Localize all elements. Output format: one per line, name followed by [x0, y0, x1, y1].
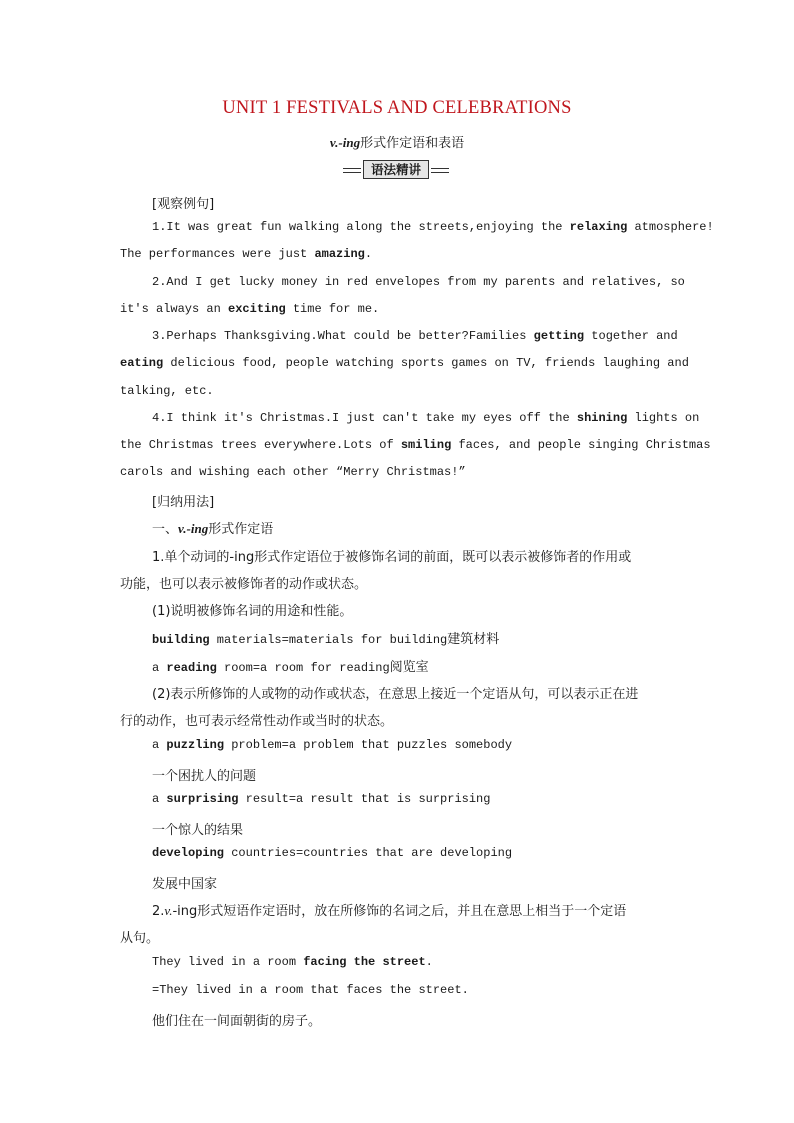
text-span: countries=countries that are developing — [224, 846, 513, 860]
ving-term: v.-ing — [178, 521, 209, 536]
example-reading — [152, 656, 674, 675]
ving-term: v. — [164, 903, 173, 918]
example-4-line-2 — [120, 438, 711, 452]
example-developing — [152, 846, 674, 860]
example-1-line-2 — [120, 247, 674, 261]
text-span: delicious food, people watching sports games on TV, friends laughing and — [163, 356, 689, 370]
text-span: together and — [584, 329, 678, 343]
text-span: 3.Perhaps Thanksgiving.What could be better?Families — [152, 329, 534, 343]
section-banner — [343, 160, 449, 178]
keyword-relaxing: relaxing — [569, 220, 628, 234]
text-span: . — [364, 247, 373, 261]
text-span: . — [425, 955, 433, 969]
translation-faces: 他们住在一间面朝街的房子。 — [152, 1014, 322, 1029]
example-3-line-3: talking, etc. — [120, 384, 214, 398]
translation-text: 阅览室 — [389, 660, 429, 675]
example-building — [152, 628, 674, 647]
keyword-exciting: exciting — [228, 302, 286, 316]
text-span: -ing形式短语作定语时，放在所修饰的名词之后，并且在意思上相当于一个定语 — [172, 904, 627, 919]
text-span: 2. — [152, 904, 165, 919]
keyword-reading: reading — [166, 661, 217, 675]
rule-1-line-1: 1.单个动词的-ing形式作定语位于被修饰名词的前面，既可以表示被修饰者的作用或 — [152, 550, 632, 565]
example-surprising — [152, 792, 674, 806]
translation-developing: 发展中国家 — [152, 877, 218, 892]
banner-line-left — [343, 168, 361, 173]
sub-rule-2-line-1: (2)表示所修饰的人或物的动作或状态，在意思上接近一个定语从句，可以表示正在进 — [152, 687, 639, 702]
text-span: lights on — [627, 411, 700, 425]
translation-puzzling: 一个困扰人的问题 — [152, 769, 257, 784]
example-faces: =They lived in a room that faces the street. — [152, 983, 469, 997]
example-3-line-2 — [120, 356, 689, 370]
summary-heading: [归纳用法] — [152, 495, 215, 510]
text-span: the Christmas trees everywhere.Lots of — [120, 438, 401, 452]
text-span: it's always an — [120, 302, 229, 316]
keyword-building: building — [152, 633, 210, 647]
example-puzzling — [152, 738, 674, 752]
text-span: 一、 — [152, 522, 179, 537]
text-span: 1.It was great fun walking along the streets,enjoying the — [152, 220, 570, 234]
part-1-heading — [152, 518, 706, 537]
unit-title: UNIT 1 FESTIVALS AND CELEBRATIONS — [222, 98, 572, 118]
rule-2-line-1 — [152, 900, 674, 919]
text-span: 4.I think it's Christmas.I just can't take my eyes off the — [152, 411, 577, 425]
grammar-subtitle — [0, 132, 794, 151]
text-span: a — [152, 738, 167, 752]
text-span: faces, and people singing Christmas — [451, 438, 711, 452]
banner-line-right — [431, 168, 449, 173]
keyword-developing: developing — [152, 846, 225, 860]
translation-surprising: 一个惊人的结果 — [152, 823, 244, 838]
example-facing — [152, 955, 674, 969]
text-span: materials=materials for building — [209, 633, 448, 647]
text-span: They lived in a room — [152, 955, 304, 969]
sub-rule-1: (1)说明被修饰名词的用途和性能。 — [152, 604, 353, 619]
sub-rule-2-line-2: 行的动作，也可表示经常性动作或当时的状态。 — [120, 714, 394, 729]
keyword-shining: shining — [576, 411, 628, 425]
example-4-line-1 — [152, 411, 700, 425]
text-span: The performances were just — [120, 247, 315, 261]
keyword-surprising: surprising — [166, 792, 239, 806]
text-span: problem=a problem that puzzles somebody — [224, 738, 513, 752]
section-label: 语法精讲 — [363, 160, 429, 179]
keyword-amazing: amazing — [314, 247, 365, 261]
text-span: room=a room for reading — [216, 661, 390, 675]
example-4-line-3: carols and wishing each other “Merry Christmas!” — [120, 465, 466, 479]
example-2-line-2 — [120, 302, 674, 316]
keyword-smiling: smiling — [400, 438, 452, 452]
text-span: a — [152, 792, 167, 806]
observe-heading: [观察例句] — [152, 197, 215, 212]
example-3-line-1 — [152, 329, 678, 343]
rule-1-line-2: 功能，也可以表示被修饰者的动作或状态。 — [120, 577, 368, 592]
keyword-facing: facing the street — [303, 955, 426, 969]
example-1-line-1 — [152, 220, 714, 234]
subtitle-text: 形式作定语和表语 — [360, 136, 465, 151]
keyword-eating: eating — [120, 356, 164, 370]
text-span: time for me. — [285, 302, 380, 316]
rule-2-line-2: 从句。 — [120, 931, 160, 946]
keyword-getting: getting — [533, 329, 585, 343]
ving-term: v.-ing — [329, 135, 361, 150]
example-2-line-1: 2.And I get lucky money in red envelopes from my parents and relatives, so — [152, 275, 685, 289]
text-span: a — [152, 661, 167, 675]
text-span: result=a result that is surprising — [238, 792, 491, 806]
text-span: atmosphere! — [627, 220, 714, 234]
text-span: 形式作定语 — [208, 522, 274, 537]
translation-text: 建筑材料 — [447, 632, 500, 647]
keyword-puzzling: puzzling — [166, 738, 225, 752]
